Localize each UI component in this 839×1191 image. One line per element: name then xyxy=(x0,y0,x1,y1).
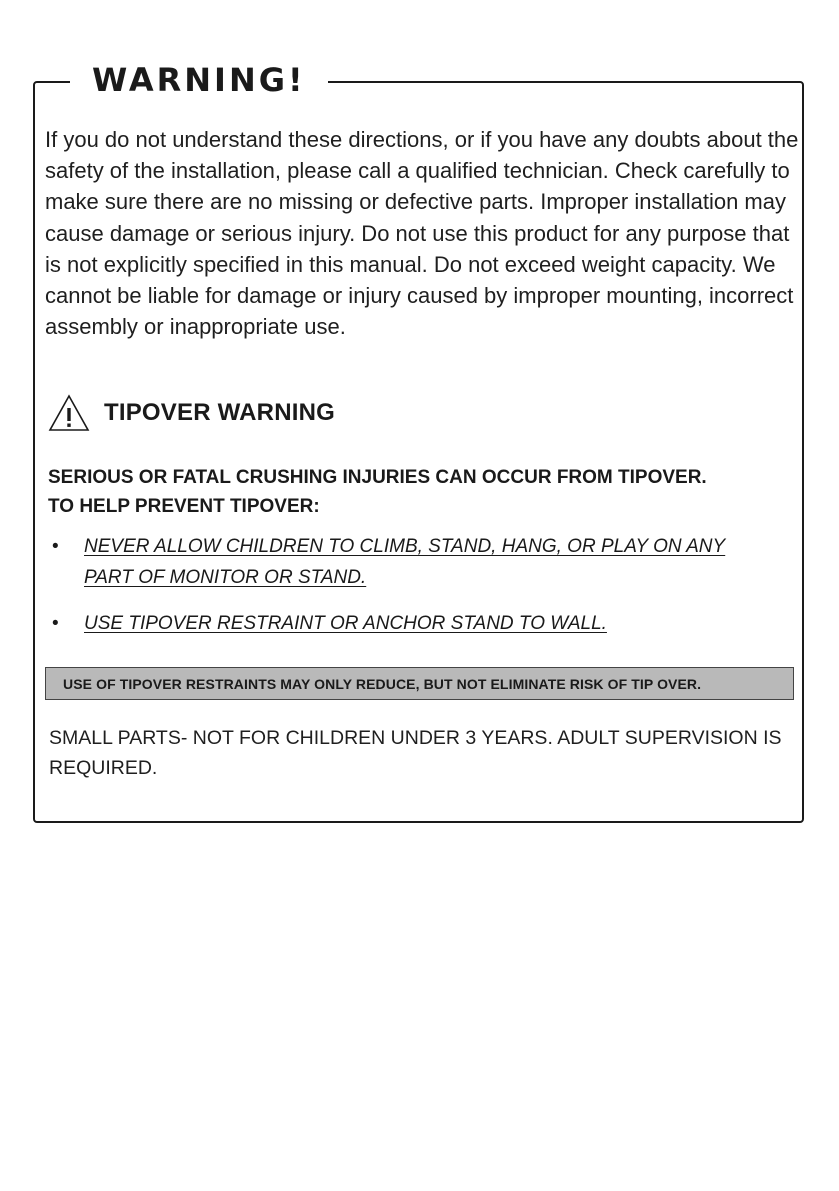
tipover-title: TIPOVER WARNING xyxy=(104,399,336,426)
restraint-notice-bar xyxy=(45,667,794,700)
bullet-line-1: NEVER ALLOW CHILDREN TO CLIMB, STAND, HANG, OR PLAY ON ANY xyxy=(84,536,726,557)
small-parts-warning xyxy=(49,723,799,783)
warning-intro-text: If you do not understand these directions, or if you have any doubts about the safety of the installation, please call a qualified technician. Check carefully to make sure there are no missing or defective parts. Improper installation may cause damage or serious injury. Do not use this product for any purpose that is not explicitly specified in this manual. Do not exceed weight capacity. We cannot be liable for damage or injury caused by improper mounting, incorrect assembly or inappropriate use. xyxy=(45,127,799,340)
serious-injury-warning xyxy=(48,463,808,521)
bullet-text: USE TIPOVER RESTRAINT OR ANCHOR STAND TO WALL. xyxy=(84,613,607,634)
warning-title: WARNING! xyxy=(70,58,328,102)
serious-line-2: TO HELP PREVENT TIPOVER: xyxy=(48,496,320,517)
bullet-text xyxy=(84,531,772,593)
bullet-line-2: PART OF MONITOR OR STAND. xyxy=(84,567,367,588)
tipover-header xyxy=(48,394,335,432)
list-item xyxy=(52,531,772,593)
bullet-marker: • xyxy=(52,536,59,557)
restraint-notice-text: USE OF TIPOVER RESTRAINTS MAY ONLY REDUCE, BUT NOT ELIMINATE RISK OF TIP OVER. xyxy=(63,675,702,692)
small-parts-line-1: SMALL PARTS- NOT FOR CHILDREN UNDER 3 YEARS. ADULT SUPERVISION IS xyxy=(49,727,782,749)
bullet-marker: • xyxy=(52,613,59,634)
warning-triangle-icon xyxy=(48,394,90,432)
serious-line-1: SERIOUS OR FATAL CRUSHING INJURIES CAN OCCUR FROM TIPOVER. xyxy=(48,467,707,488)
small-parts-line-2: REQUIRED. xyxy=(49,757,158,779)
list-item xyxy=(52,608,772,639)
